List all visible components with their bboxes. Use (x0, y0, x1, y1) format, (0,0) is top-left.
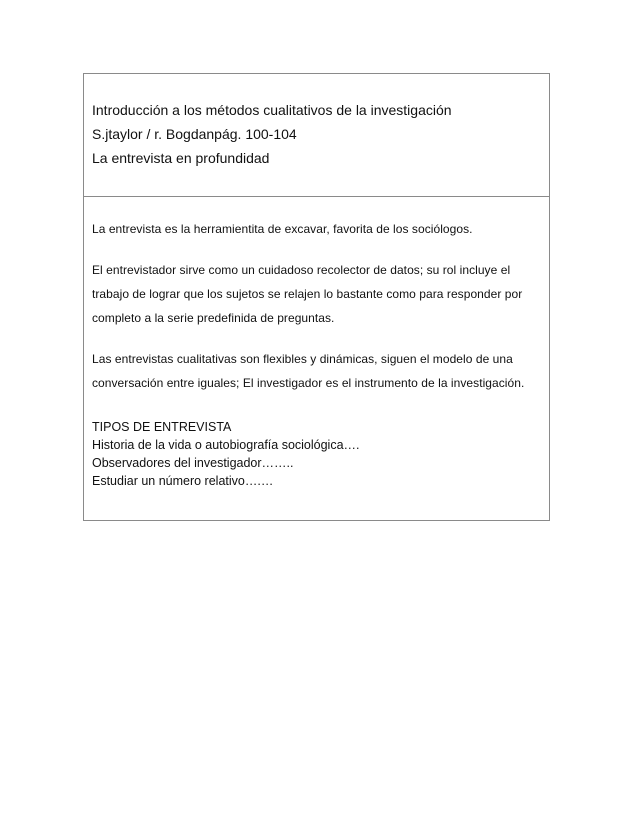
type-item-2: Observadores del investigador…….. (92, 456, 294, 470)
paragraph-3: Las entrevistas cualitativas son flexibles y dinámicas, siguen el modelo de una conversación entre iguales; El investigador es el instrumento de la investigación. (92, 352, 525, 390)
type-item-3: Estudiar un número relativo….… (92, 474, 274, 488)
paragraph-2: El entrevistador sirve como un cuidadoso recolector de datos; su rol incluye el trabajo de lograr que los sujetos se relajen lo bastante como para responder por completo a la serie predefinida de preguntas. (92, 263, 523, 325)
types-heading: TIPOS DE ENTREVISTA (92, 420, 232, 434)
type-item-1: Historia de la vida o autobiografía sociológica…. (92, 438, 360, 452)
paragraph-1: La entrevista es la herramientita de excavar, favorita de los sociólogos. (92, 222, 473, 236)
header-section (84, 74, 549, 197)
topic-heading: La entrevista en profundidad (92, 150, 270, 166)
author-reference: S.jtaylor / r. Bogdanpág. 100-104 (92, 126, 297, 142)
interview-types (92, 418, 543, 490)
book-title: Introducción a los métodos cualitativos de la investigación (92, 102, 452, 118)
document-card (83, 73, 550, 521)
content-section (84, 197, 549, 520)
